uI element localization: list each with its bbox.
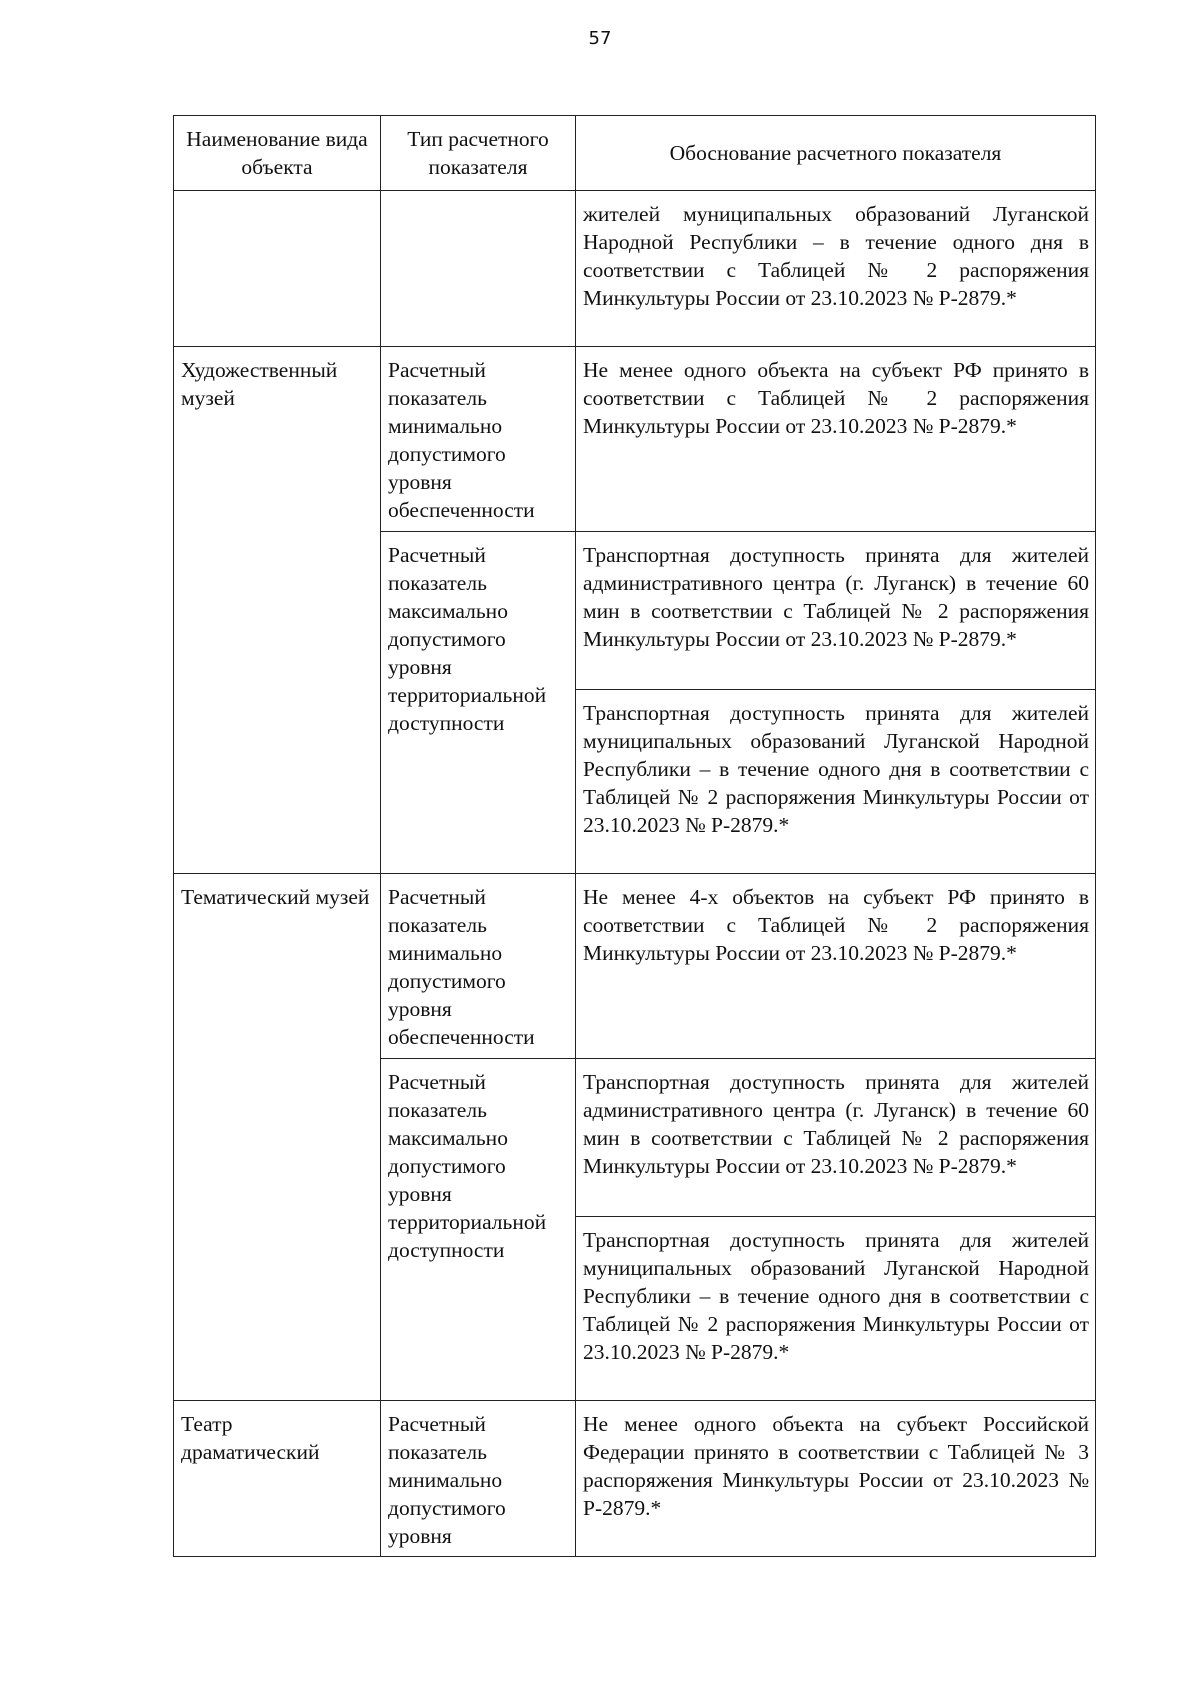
- object-name-cell: Художественный музей: [174, 347, 381, 874]
- indicator-type-cell: Расчетный показатель минимально допустимого уровня обеспеченности: [381, 347, 576, 532]
- empty-cell: [381, 191, 576, 347]
- justification-cell: Транспортная доступность принята для жителей административного центра (г. Луганск) в течение 60 мин в соответствии с Таблицей № 2 распоряжения Минкультуры России от 23.10.2023 № Р-2879.*: [576, 532, 1096, 690]
- header-object-name: Наименование вида объекта: [174, 116, 381, 191]
- page-number: 57: [588, 28, 612, 49]
- justification-cell: Не менее одного объекта на субъект РФ принято в соответствии с Таблицей № 2 распоряжения Минкультуры России от 23.10.2023 № Р-2879.*: [576, 347, 1096, 532]
- empty-cell: [174, 191, 381, 347]
- justification-cell: Не менее 4-х объектов на субъект РФ принято в соответствии с Таблицей № 2 распоряжения Минкультуры России от 23.10.2023 № Р-2879.*: [576, 874, 1096, 1059]
- header-justification: Обоснование расчетного показателя: [576, 116, 1096, 191]
- table-row: [174, 347, 1096, 532]
- justification-cell: Транспортная доступность принята для жителей муниципальных образований Луганской Народной Республики – в течение одного дня в соответствии с Таблицей № 2 распоряжения Минкультуры России от 23.10.2023 № Р-2879.*: [576, 1217, 1096, 1401]
- table-header-row: [174, 116, 1096, 191]
- object-name-cell: Театр драматический: [174, 1401, 381, 1557]
- indicators-table: [173, 115, 1096, 1557]
- justification-cell: Транспортная доступность принята для жителей муниципальных образований Луганской Народной Республики – в течение одного дня в соответствии с Таблицей № 2 распоряжения Минкультуры России от 23.10.2023 № Р-2879.*: [576, 690, 1096, 874]
- indicator-type-cell: Расчетный показатель минимально допустимого уровня: [381, 1401, 576, 1557]
- indicator-type-cell: Расчетный показатель минимально допустимого уровня обеспеченности: [381, 874, 576, 1059]
- header-indicator-type: Тип расчетного показателя: [381, 116, 576, 191]
- table-row: [174, 874, 1096, 1059]
- indicator-type-cell: Расчетный показатель максимально допустимого уровня территориальной доступности: [381, 1059, 576, 1401]
- justification-cell: жителей муниципальных образований Луганской Народной Республики – в течение одного дня в соответствии с Таблицей № 2 распоряжения Минкультуры России от 23.10.2023 № Р-2879.*: [576, 191, 1096, 347]
- justification-cell: Транспортная доступность принята для жителей административного центра (г. Луганск) в течение 60 мин в соответствии с Таблицей № 2 распоряжения Минкультуры России от 23.10.2023 № Р-2879.*: [576, 1059, 1096, 1217]
- indicator-type-cell: Расчетный показатель максимально допустимого уровня территориальной доступности: [381, 532, 576, 874]
- justification-cell: Не менее одного объекта на субъект Российской Федерации принято в соответствии с Таблицей № 3 распоряжения Минкультуры России от 23.10.2023 № Р-2879.*: [576, 1401, 1096, 1557]
- table-row: [174, 191, 1096, 347]
- table-row: [174, 1401, 1096, 1557]
- object-name-cell: Тематический музей: [174, 874, 381, 1401]
